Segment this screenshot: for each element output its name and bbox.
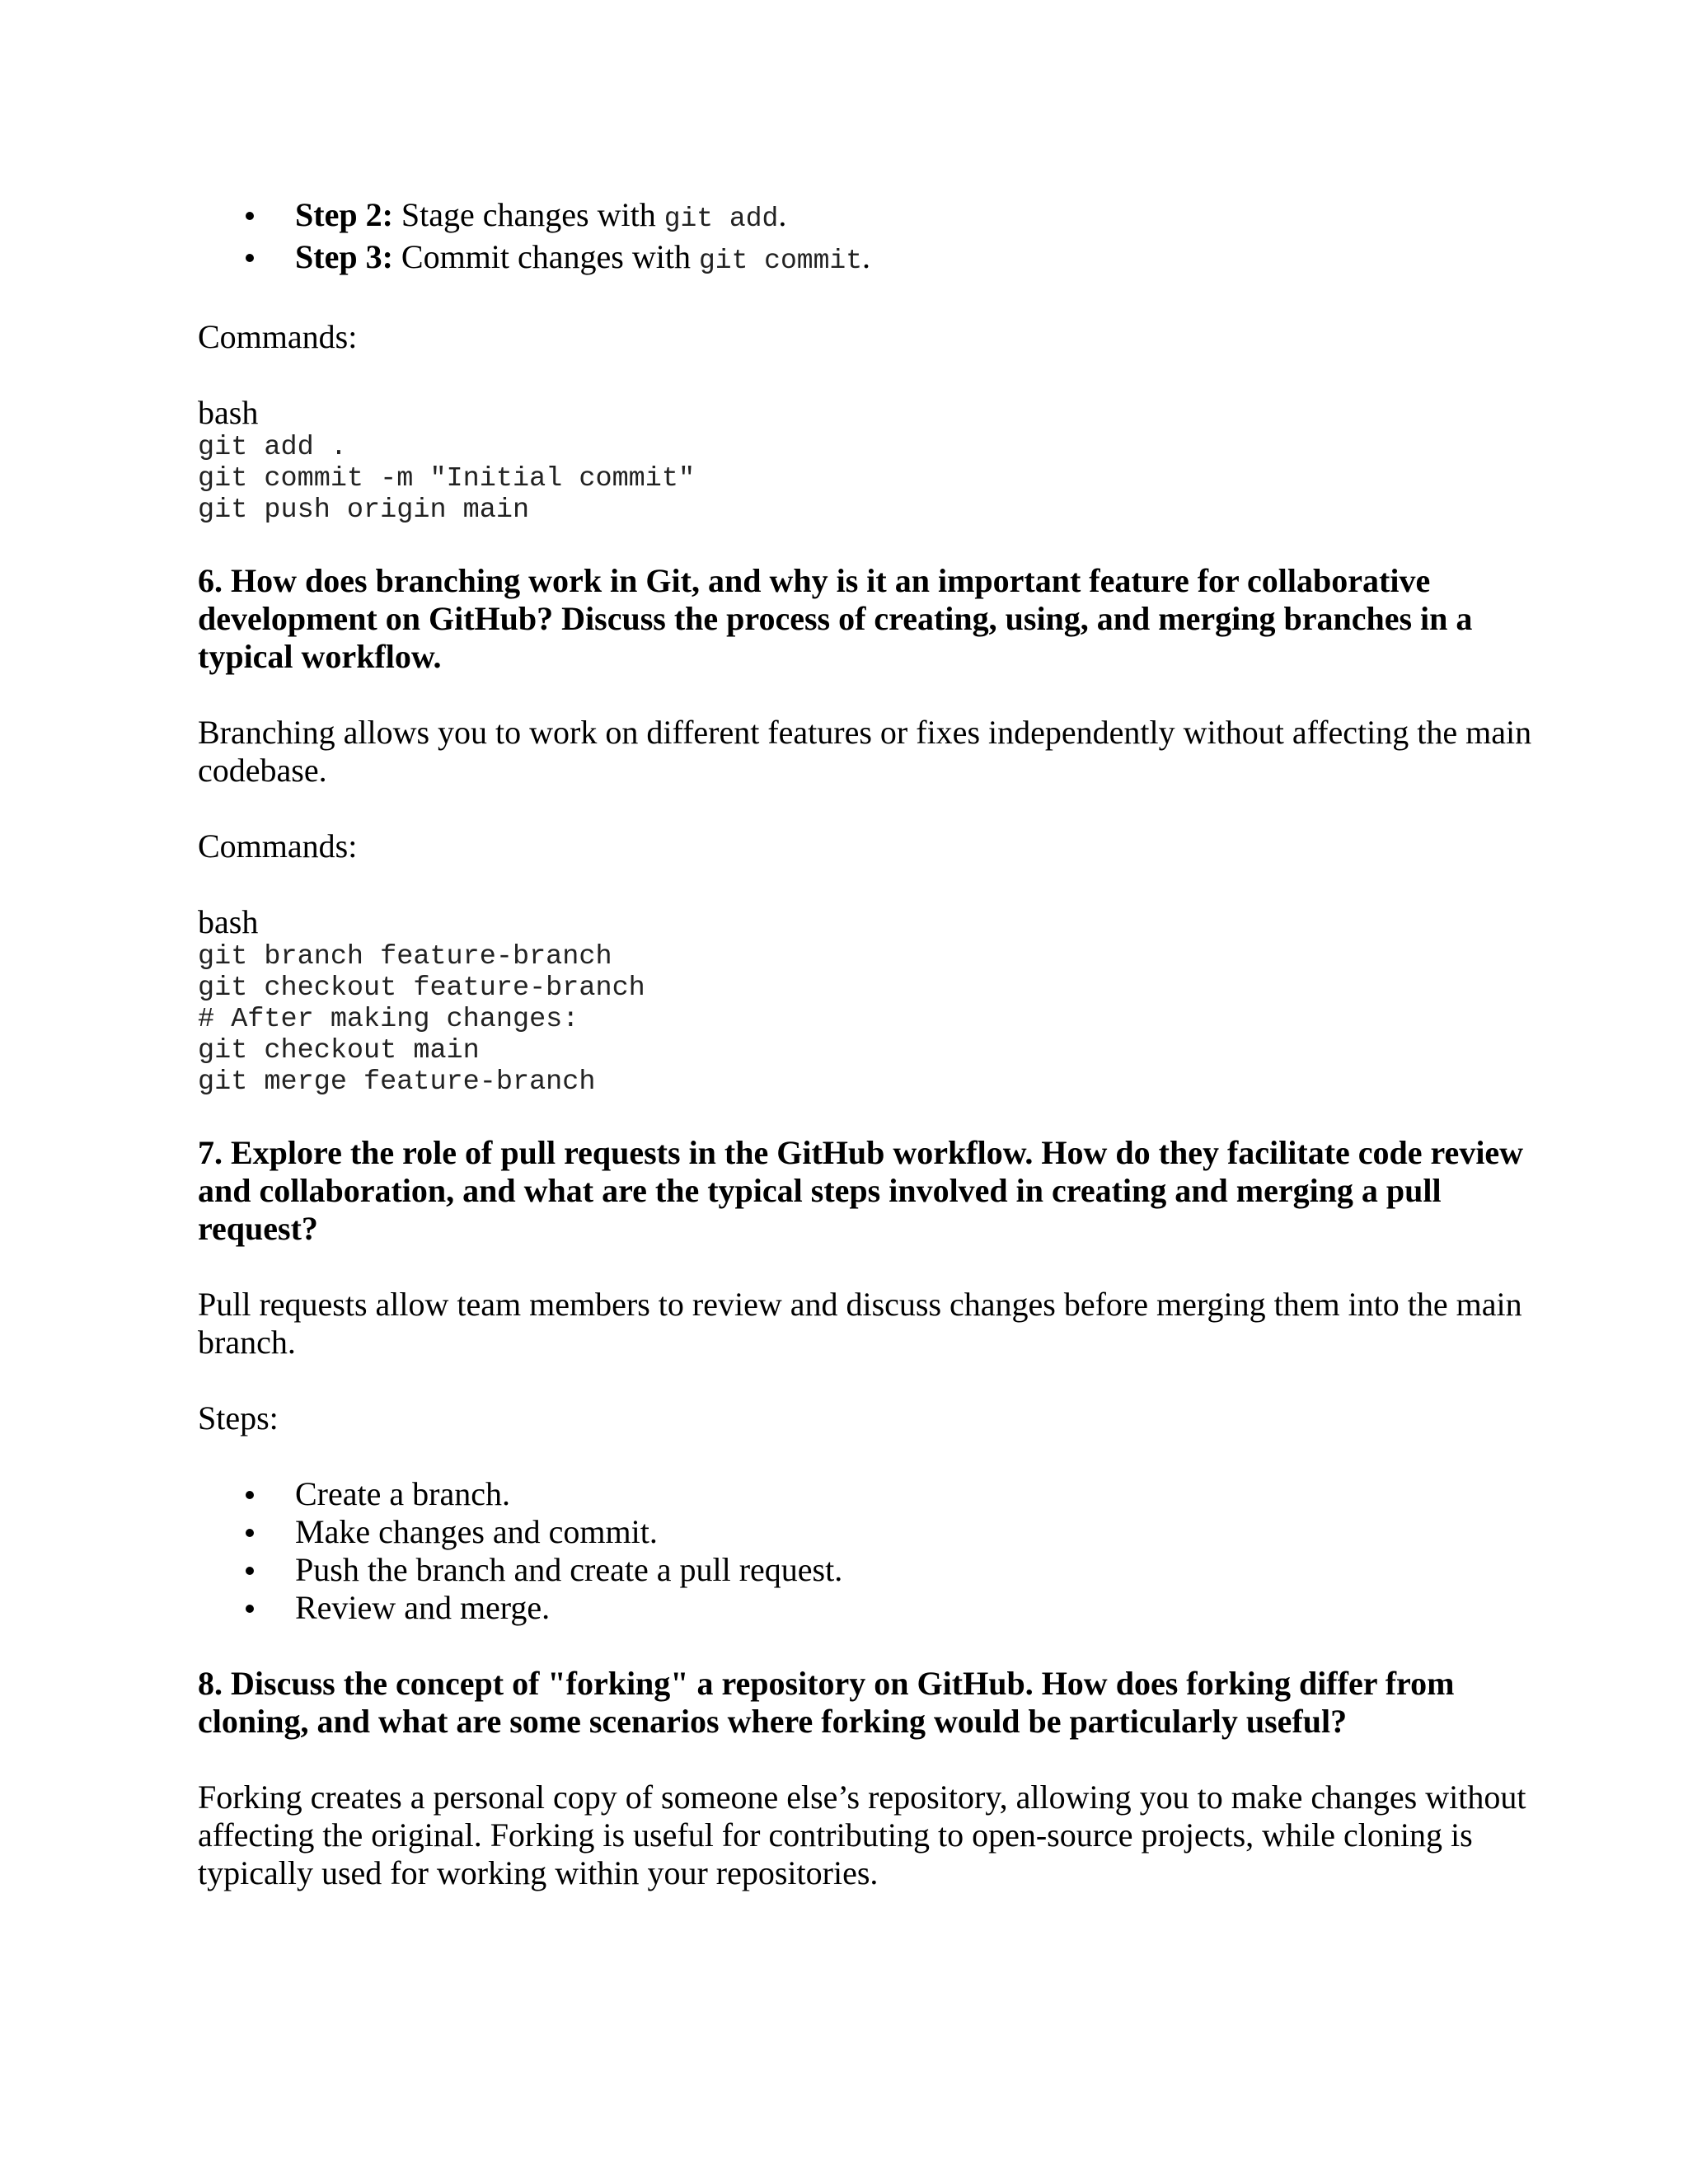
list-item bbox=[198, 238, 1533, 280]
step-end: . bbox=[862, 238, 871, 275]
steps-label: Steps: bbox=[198, 1399, 279, 1436]
commands-label: Commands: bbox=[198, 318, 358, 355]
step-end: . bbox=[778, 196, 787, 233]
list-item bbox=[198, 1589, 1533, 1627]
question-6-heading: 6. How does branching work in Git, and why is it an important feature for collaborative development on GitHub? Discuss the process of creating, using, and merging branches in a typical workflow. bbox=[198, 562, 1473, 675]
code-block: git add . git commit -m "Initial commit" git push origin main bbox=[198, 432, 696, 526]
code-block: git branch feature-branch git checkout feature-branch # After making changes: git checkout main git merge feature-branch bbox=[198, 941, 645, 1098]
question-8-answer: Forking creates a personal copy of someone else’s repository, allowing you to make changes without affecting the original. Forking is useful for contributing to open-source projects, while cloning is typically used for working within your repositories. bbox=[198, 1779, 1526, 1891]
question-7-answer: Pull requests allow team members to review and discuss changes before merging them into the main branch. bbox=[198, 1286, 1522, 1361]
list-item bbox=[198, 196, 1533, 238]
bullet-icon bbox=[246, 1605, 254, 1613]
step-text: Make changes and commit. bbox=[295, 1513, 658, 1550]
step-text: Review and merge. bbox=[295, 1589, 551, 1626]
list-item bbox=[198, 1513, 1533, 1551]
step-text: Create a branch. bbox=[295, 1475, 510, 1512]
inline-code: git commit bbox=[698, 246, 863, 276]
commands-label: Commands: bbox=[198, 827, 358, 865]
step-label: Step 2: bbox=[295, 196, 393, 233]
question-6-answer: Branching allows you to work on different features or fixes independently without affecting the main codebase. bbox=[198, 714, 1532, 789]
bullet-icon bbox=[246, 1529, 254, 1537]
bullet-icon bbox=[246, 1491, 254, 1499]
step-text: Push the branch and create a pull request. bbox=[295, 1551, 843, 1588]
intro-steps-list bbox=[198, 196, 1533, 280]
step-text: Commit changes with bbox=[392, 238, 699, 275]
document-page bbox=[198, 196, 1533, 1892]
code-language-label: bash bbox=[198, 903, 259, 940]
list-item bbox=[198, 1475, 1533, 1513]
step-label: Step 3: bbox=[295, 238, 393, 275]
step-text: Stage changes with bbox=[392, 196, 664, 233]
inline-code: git add bbox=[663, 204, 779, 234]
bullet-icon bbox=[246, 1567, 254, 1575]
list-item bbox=[198, 1551, 1533, 1589]
question-8-heading: 8. Discuss the concept of "forking" a repository on GitHub. How does forking differ from cloning, and what are some scenarios where forking would be particularly useful? bbox=[198, 1665, 1455, 1740]
code-language-label: bash bbox=[198, 394, 259, 431]
bullet-icon bbox=[246, 254, 254, 262]
pull-request-steps-list bbox=[198, 1475, 1533, 1627]
bullet-icon bbox=[246, 212, 254, 220]
question-7-heading: 7. Explore the role of pull requests in the GitHub workflow. How do they facilitate code review and collaboration, and what are the typical steps involved in creating and merging a pull request? bbox=[198, 1134, 1524, 1247]
